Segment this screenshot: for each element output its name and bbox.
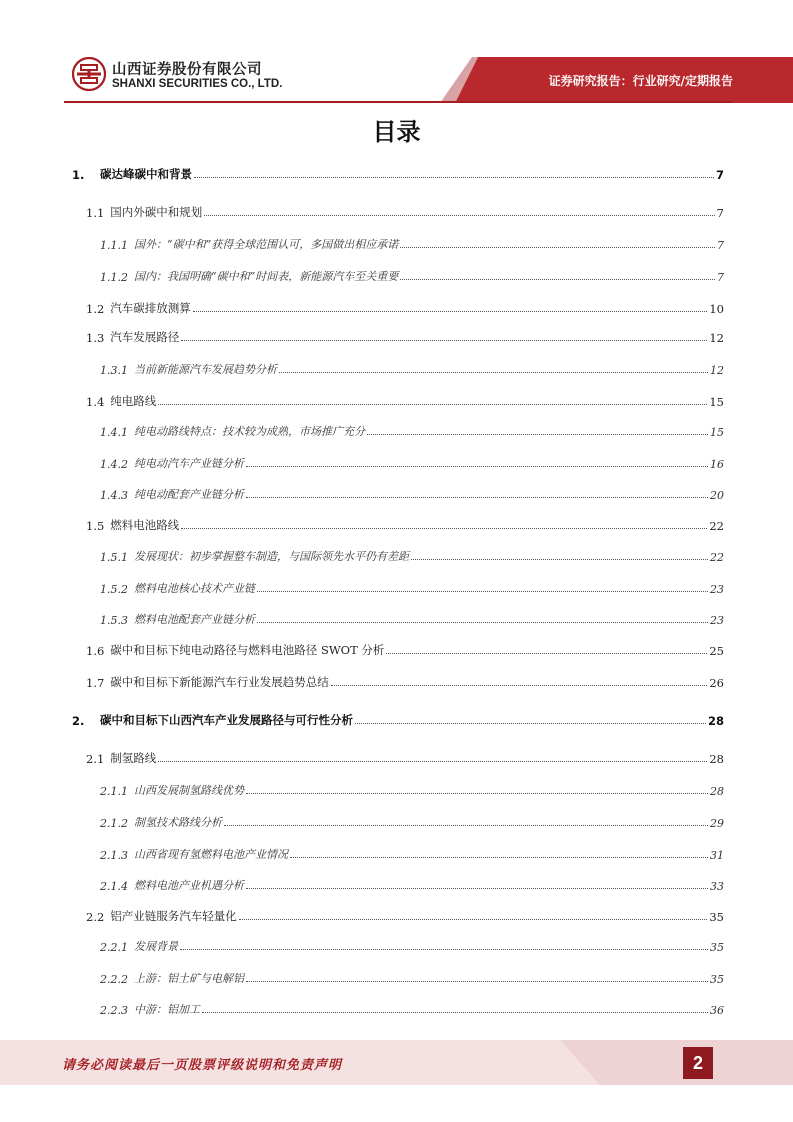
toc-entry-number: 2.1.4: [100, 880, 128, 893]
toc-entry-number: 1.1.1: [100, 239, 128, 252]
toc-entry-title: 燃料电池产业机遇分析: [134, 879, 244, 892]
toc-entry-number: 1.5.3: [100, 614, 128, 627]
toc-entry[interactable]: [100, 234, 724, 252]
toc-entry-number: 1.5.2: [100, 583, 128, 596]
toc-entry-number: 1.5.1: [100, 551, 128, 564]
toc-dot-leader: [257, 621, 708, 623]
toc-entry-page: 28: [709, 752, 724, 766]
toc-entry-page: 22: [710, 551, 724, 564]
disclaimer-notice: 请务必阅读最后一页股票评级说明和免责声明: [62, 1058, 343, 1073]
toc-entry[interactable]: [100, 578, 724, 596]
toc-entry-number: 1.2: [86, 302, 105, 316]
toc-entry[interactable]: [86, 391, 724, 409]
toc-entry[interactable]: [100, 421, 724, 439]
toc-entry-number: 2.2: [86, 910, 105, 924]
report-type-label: 证券研究报告：行业研究/定期报告: [548, 74, 733, 88]
toc-dot-leader: [239, 918, 708, 920]
toc-entry[interactable]: [100, 844, 724, 862]
toc-entry-number: 1.4.3: [100, 489, 128, 502]
company-name-cn: 山西证券股份有限公司: [112, 62, 262, 78]
toc-entry-page: 12: [709, 331, 724, 345]
toc-dot-leader: [290, 856, 708, 858]
toc-dot-leader: [181, 527, 707, 529]
toc-dot-leader: [204, 214, 714, 216]
toc-entry-page: 35: [710, 973, 724, 986]
toc-dot-leader: [246, 887, 708, 889]
toc-entry-title: 当前新能源汽车发展趋势分析: [134, 363, 277, 376]
toc-entry[interactable]: [100, 546, 724, 564]
page-title: 目录: [372, 118, 421, 146]
toc-dot-leader: [279, 371, 708, 373]
toc-entry-number: 2.1.3: [100, 849, 128, 862]
toc-entry-page: 15: [710, 426, 724, 439]
toc-entry-number: 2.: [72, 714, 85, 728]
page-header: [0, 0, 793, 108]
toc-entry-title: 纯电路线: [110, 394, 157, 408]
toc-entry[interactable]: [100, 266, 724, 284]
toc-entry-title: 燃料电池配套产业链分析: [134, 613, 255, 626]
toc-entry[interactable]: [100, 453, 724, 471]
toc-entry[interactable]: [86, 298, 724, 316]
toc-entry-page: 7: [717, 271, 724, 284]
toc-entry-page: 28: [707, 714, 724, 728]
toc-entry-title: 碳中和目标下新能源汽车行业发展趋势总结: [110, 675, 329, 689]
toc-entry[interactable]: [100, 875, 724, 893]
toc-entry-title: 纯电动配套产业链分析: [134, 488, 244, 501]
toc-entry[interactable]: [100, 780, 724, 798]
toc-dot-leader: [355, 722, 706, 724]
toc-entry-number: 2.2.2: [100, 973, 128, 986]
toc-dot-leader: [257, 590, 708, 592]
toc-entry[interactable]: [100, 484, 724, 502]
toc-entry-number: 1.4.1: [100, 426, 128, 439]
header-banner-graphic: [0, 0, 793, 108]
toc-entry-page: 20: [710, 489, 724, 502]
toc-entry-page: 7: [717, 239, 724, 252]
toc-entry-title: 燃料电池核心技术产业链: [134, 582, 255, 595]
toc-entry[interactable]: [86, 906, 724, 924]
toc-entry[interactable]: [72, 710, 724, 728]
toc-entry-number: 1.4: [86, 395, 105, 409]
toc-entry-title: 中游：铝加工: [134, 1003, 200, 1016]
toc-entry-number: 1.7: [86, 676, 105, 690]
toc-entry-title: 汽车碳排放测算: [110, 301, 191, 315]
toc-entry-title: 发展背景: [134, 940, 178, 953]
toc-entry[interactable]: [100, 936, 724, 954]
toc-entry-title: 碳达峰碳中和背景: [100, 167, 192, 181]
toc-entry-number: 1.1.2: [100, 271, 128, 284]
toc-entry-number: 1.3: [86, 331, 105, 345]
toc-entry-number: 2.2.1: [100, 941, 128, 954]
toc-dot-leader: [193, 310, 708, 312]
toc-entry-page: 33: [710, 880, 724, 893]
toc-entry[interactable]: [100, 359, 724, 377]
toc-entry-number: 1.5: [86, 519, 105, 533]
toc-entry-title: 汽车发展路径: [110, 330, 180, 344]
toc-dot-leader: [194, 176, 714, 178]
toc-entry-page: 15: [709, 395, 724, 409]
toc-dot-leader: [400, 246, 715, 248]
toc-entry-page: 10: [709, 302, 724, 316]
toc-dot-leader: [224, 824, 708, 826]
toc-entry-title: 燃料电池路线: [110, 518, 180, 532]
toc-entry-title: 碳中和目标下纯电动路径与燃料电池路径 SWOT 分析: [110, 643, 385, 657]
company-name-en: SHANXI SECURITIES CO., LTD.: [112, 78, 283, 90]
toc-dot-leader: [367, 433, 708, 435]
toc-entry-title: 山西发展制氢路线优势: [134, 784, 244, 797]
toc-entry[interactable]: [86, 640, 724, 658]
toc-dot-leader: [246, 792, 708, 794]
toc-entry-page: 7: [715, 168, 724, 182]
toc-entry[interactable]: [100, 999, 724, 1017]
toc-entry-title: 铝产业链服务汽车轻量化: [110, 909, 237, 923]
toc-entry[interactable]: [86, 748, 724, 766]
toc-dot-leader: [181, 339, 707, 341]
toc-dot-leader: [411, 558, 708, 560]
toc-entry-page: 36: [710, 1004, 724, 1017]
toc-entry-page: 26: [709, 676, 724, 690]
toc-entry-number: 1.6: [86, 644, 105, 658]
toc-entry-page: 12: [710, 364, 724, 377]
toc-entry-number: 1.4.2: [100, 458, 128, 471]
toc-entry[interactable]: [100, 609, 724, 627]
toc-entry-page: 23: [710, 614, 724, 627]
toc-entry-page: 16: [710, 458, 724, 471]
toc-dot-leader: [158, 403, 707, 405]
toc-entry-page: 23: [710, 583, 724, 596]
toc-dot-leader: [400, 278, 715, 280]
toc-entry-page: 22: [709, 519, 724, 533]
toc-dot-leader: [202, 1011, 708, 1013]
toc-entry-title: 山西省现有氢燃料电池产业情况: [134, 848, 288, 861]
toc-entry[interactable]: [100, 968, 724, 986]
toc-dot-leader: [180, 948, 708, 950]
toc-entry[interactable]: [86, 672, 724, 690]
toc-entry-page: 35: [710, 941, 724, 954]
toc-entry-number: 1.3.1: [100, 364, 128, 377]
toc-entry[interactable]: [86, 202, 724, 220]
toc-entry-title: 上游：铝土矿与电解铝: [134, 972, 244, 985]
toc-dot-leader: [246, 465, 708, 467]
header-divider: [64, 101, 732, 103]
toc-entry-number: 1.: [72, 168, 85, 182]
toc-dot-leader: [246, 496, 708, 498]
toc-entry-page: 35: [709, 910, 724, 924]
toc-dot-leader: [331, 684, 708, 686]
toc-entry[interactable]: [86, 327, 724, 345]
toc-dot-leader: [386, 652, 707, 654]
toc-entry-title: 纯电动汽车产业链分析: [134, 457, 244, 470]
toc-entry-number: 2.1: [86, 752, 105, 766]
toc-entry-title: 纯电动路线特点：技术较为成熟，市场推广充分: [134, 425, 365, 438]
toc-entry-title: 国内：我国明确“碳中和”时间表，新能源汽车至关重要: [134, 270, 399, 283]
page-number: 2: [683, 1047, 713, 1079]
toc-entry-number: 2.1.1: [100, 785, 128, 798]
toc-entry-page: 25: [709, 644, 724, 658]
toc-entry-title: 制氢技术路线分析: [134, 816, 222, 829]
toc-entry-title: 发展现状：初步掌握整车制造，与国际领先水平仍有差距: [134, 550, 409, 563]
toc-entry-page: 28: [710, 785, 724, 798]
toc-entry-page: 31: [710, 849, 724, 862]
toc-entry[interactable]: [100, 812, 724, 830]
toc-entry-number: 2.2.3: [100, 1004, 128, 1017]
toc-entry[interactable]: [86, 515, 724, 533]
toc-entry-page: 29: [710, 817, 724, 830]
toc-entry-page: 7: [716, 206, 724, 220]
toc-entry-number: 1.1: [86, 206, 105, 220]
company-logo-icon: [72, 57, 106, 91]
toc-entry-title: 国外：“碳中和”获得全球范围认可，多国做出相应承诺: [134, 238, 399, 251]
toc-dot-leader: [158, 760, 707, 762]
toc-entry-title: 国内外碳中和规划: [110, 205, 203, 219]
toc-entry-number: 2.1.2: [100, 817, 128, 830]
toc-dot-leader: [246, 980, 708, 982]
toc-entry-title: 制氢路线: [110, 751, 157, 765]
toc-entry-title: 碳中和目标下山西汽车产业发展路径与可行性分析: [100, 713, 353, 727]
toc-entry[interactable]: [72, 164, 724, 182]
